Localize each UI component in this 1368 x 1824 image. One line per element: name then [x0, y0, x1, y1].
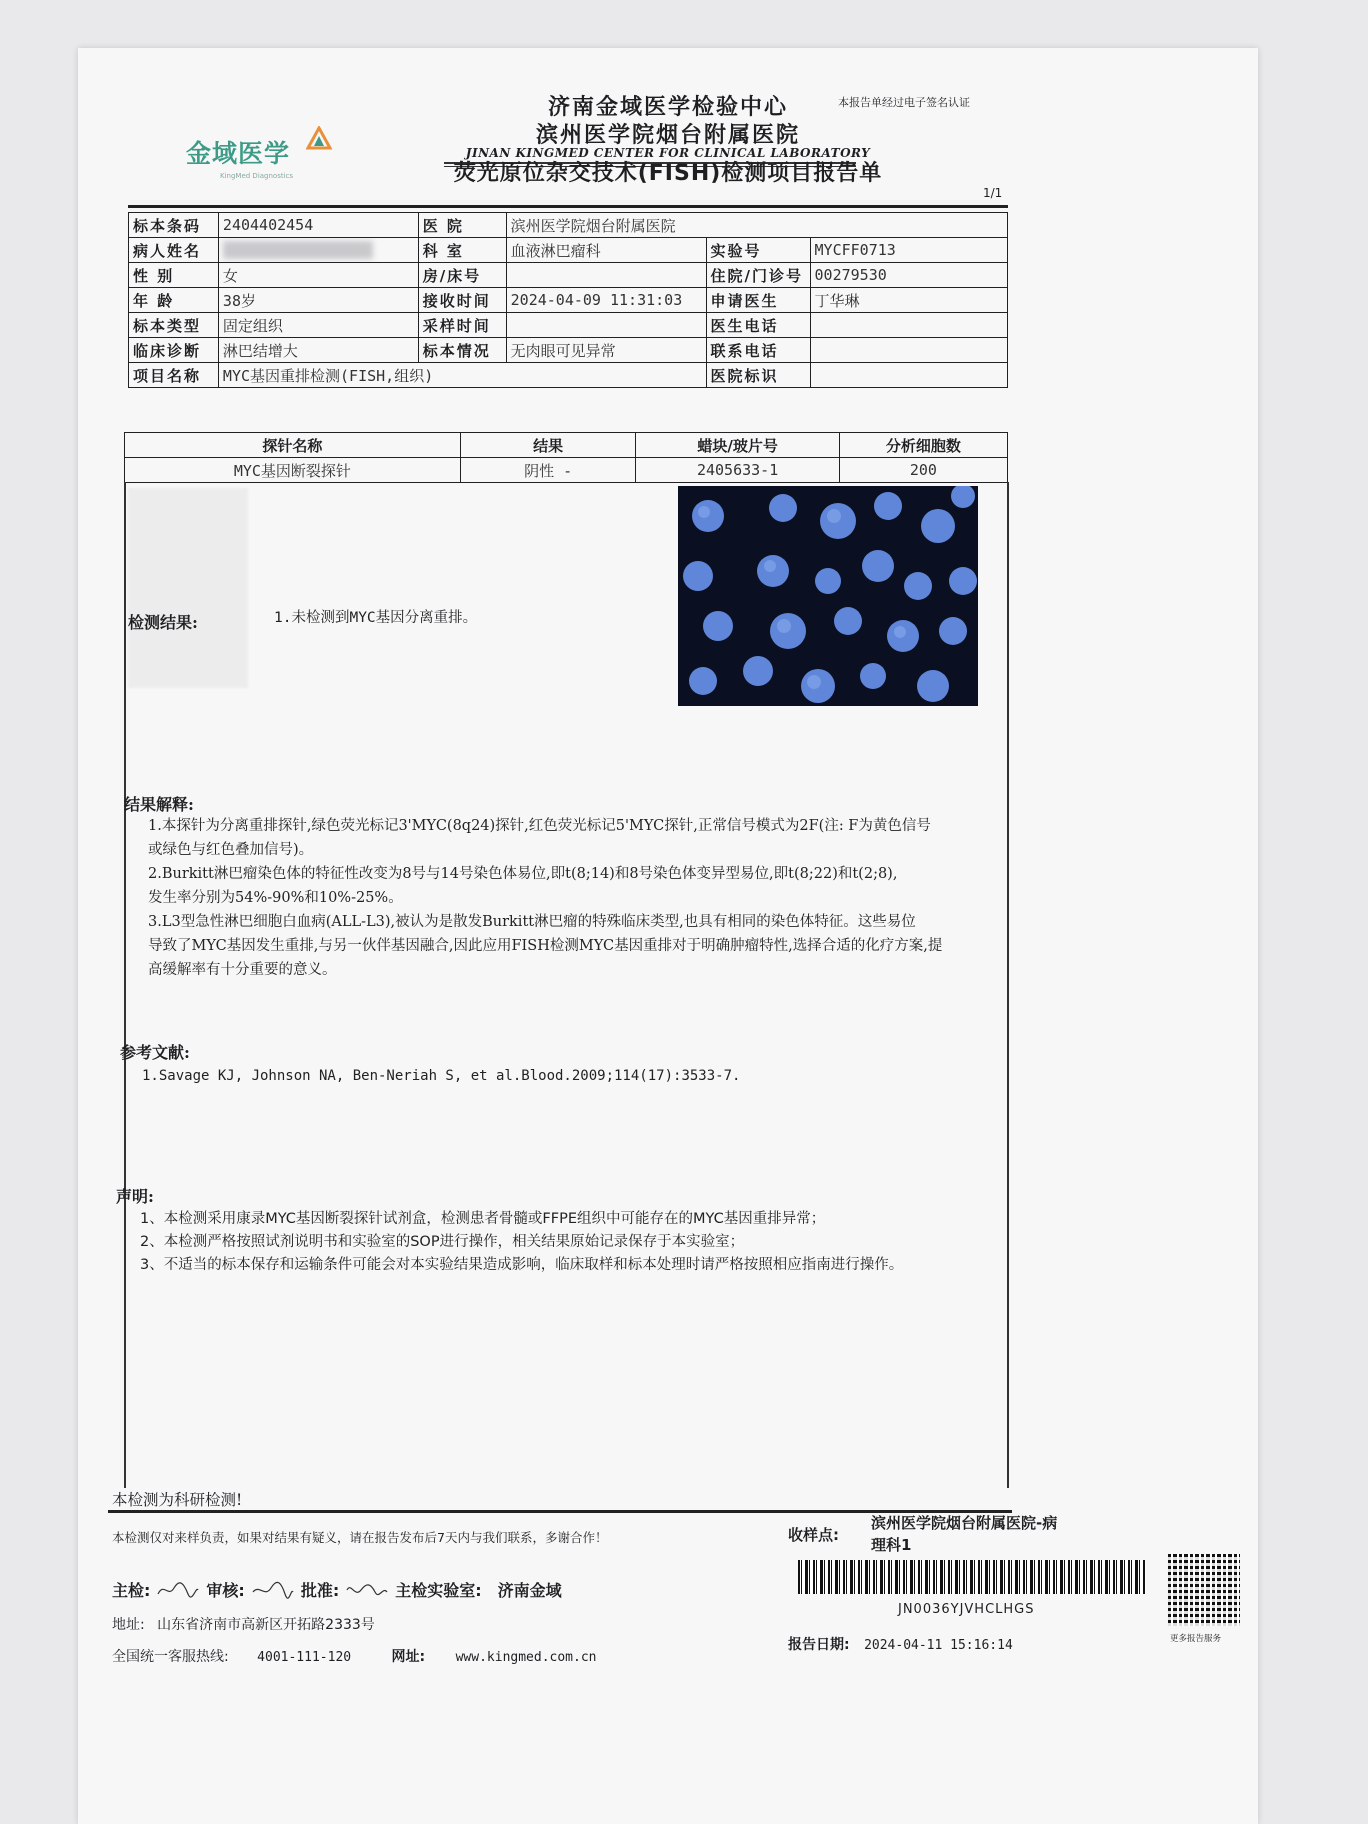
- age-label: 年 龄: [129, 288, 219, 313]
- interpretation-line: 或绿色与红色叠加信号)。: [148, 842, 314, 858]
- probe-name-header: 探针名称: [125, 433, 461, 458]
- report-title: 荧光原位杂交技术(FISH)检测项目报告单: [453, 161, 883, 186]
- specimen-condition-value: 无肉眼可见异常: [506, 338, 706, 363]
- result-cell: 阴性 -: [460, 458, 636, 483]
- patient-name-label: 病人姓名: [129, 238, 219, 263]
- barcode-text: JN0036YJVHCLHGS: [898, 1602, 1035, 1617]
- specimen-type-value: 固定组织: [218, 313, 418, 338]
- tester-signature-icon: [156, 1580, 200, 1600]
- specimen-condition-label: 标本情况: [418, 338, 506, 363]
- report-date-value: 2024-04-11 15:16:14: [864, 1638, 1013, 1653]
- scan-shadow: [128, 488, 248, 688]
- main-lab-label: 主检实验室:: [395, 1581, 482, 1600]
- reviewer-signature-icon: [251, 1580, 295, 1600]
- clinical-diagnosis-label: 临床诊断: [129, 338, 219, 363]
- right-frame-line: [1007, 482, 1009, 1488]
- received-time-label: 接收时间: [418, 288, 506, 313]
- contact-phone-value: [810, 338, 1007, 363]
- disclaimer-text: 本检测仅对来样负责，如果对结果有疑义，请在报告发布后7天内与我们联系，多谢合作！: [112, 1530, 608, 1545]
- age-value: 38岁: [218, 288, 418, 313]
- department-value: 血液淋巴瘤科: [506, 238, 706, 263]
- doctor-phone-label: 医生电话: [706, 313, 810, 338]
- reviewer-label: 审核:: [206, 1581, 245, 1600]
- left-frame-line: [124, 482, 126, 1488]
- page-number: 1/1: [983, 186, 1003, 200]
- hotline-row: [112, 1646, 597, 1666]
- lab-number-value: MYCFF0713: [810, 238, 1007, 263]
- hotline-value: 4001-111-120: [257, 1650, 352, 1665]
- detection-result-text: 1.未检测到MYC基因分离重排。: [274, 610, 478, 626]
- cell-count-cell: 200: [839, 458, 1007, 483]
- inpatient-number-value: 00279530: [810, 263, 1007, 288]
- detection-result-label: 检测结果:: [128, 613, 198, 632]
- website-label: 网址:: [391, 1649, 426, 1665]
- collection-point-line: 滨州医学院烟台附属医院-病: [871, 1514, 1058, 1532]
- interpretation-label: 结果解释:: [124, 795, 194, 814]
- hospital-label: 医 院: [418, 213, 506, 238]
- department-label: 科 室: [418, 238, 506, 263]
- logo-wordmark: 金域医学: [186, 139, 291, 168]
- top-rule: [128, 205, 1008, 208]
- contact-phone-label: 联系电话: [706, 338, 810, 363]
- probe-name-cell: MYC基因断裂探针: [125, 458, 461, 483]
- doctor-phone-value: [810, 313, 1007, 338]
- approver-label: 批准:: [300, 1581, 340, 1600]
- clinical-diagnosis-value: 淋巴结增大: [218, 338, 418, 363]
- statement-label: 声明:: [116, 1187, 154, 1206]
- statement-item: 1、本检测采用康录MYC基因断裂探针试剂盒，检测患者骨髓或FFPE组织中可能存在的MYC基因重排异常；: [140, 1211, 826, 1227]
- probe-result-table: [124, 432, 1008, 483]
- approver-signature-icon: [345, 1580, 389, 1600]
- collection-point-value: [871, 1512, 1057, 1556]
- hospital-value: 滨州医学院烟台附属医院: [506, 213, 1007, 238]
- redaction-blur: [223, 241, 373, 259]
- collection-point-label: 收样点:: [788, 1526, 839, 1544]
- research-note: 本检测为科研检测!: [112, 1491, 243, 1509]
- patient-info-table: [128, 212, 1008, 388]
- report-date-row: [788, 1634, 1013, 1654]
- result-header: 结果: [460, 433, 636, 458]
- hotline-label: 全国统一客服热线:: [112, 1649, 229, 1665]
- reference-item: 1.Savage KJ, Johnson NA, Ben-Neriah S, et al.Blood.2009;114(17):3533-7.: [142, 1068, 741, 1084]
- address-label: 地址:: [112, 1617, 145, 1633]
- references-label: 参考文献:: [120, 1043, 190, 1062]
- specimen-barcode-value: 2404402454: [218, 213, 418, 238]
- interpretation-line: 1.本探针为分离重排探针,绿色荧光标记3'MYC(8q24)探针,红色荧光标记5'MYC探针,正常信号模式为2F(注: F为黄色信号: [148, 818, 931, 834]
- report-barcode: [798, 1560, 1146, 1594]
- lab-number-label: 实验号: [706, 238, 810, 263]
- collection-point-line: 理科1: [871, 1536, 912, 1554]
- logo-subtitle: KingMed Diagnostics: [220, 172, 294, 180]
- bed-value: [506, 263, 706, 288]
- received-time-value: 2024-04-09 11:31:03: [506, 288, 706, 313]
- patient-name-redacted: [218, 238, 418, 263]
- sex-label: 性 别: [129, 263, 219, 288]
- address-row: [112, 1614, 375, 1634]
- tester-label: 主检:: [112, 1581, 151, 1600]
- interpretation-text: [148, 814, 1006, 982]
- qr-caption: 更多报告服务: [1170, 1634, 1222, 1644]
- hospital-mark-label: 医院标识: [706, 363, 810, 388]
- interpretation-line: 3.L3型急性淋巴细胞白血病(ALL-L3),被认为是散发Burkitt淋巴瘤的特殊临床类型,也具有相同的染色体特征。这些易位: [148, 914, 916, 930]
- address-value: 山东省济南市高新区开拓路2333号: [157, 1617, 375, 1633]
- requesting-doctor-label: 申请医生: [706, 288, 810, 313]
- org-name-english: JINAN KINGMED CENTER FOR CLINICAL LABORATORY: [465, 146, 871, 160]
- qr-code: [1168, 1554, 1240, 1626]
- sex-value: 女: [218, 263, 418, 288]
- report-sheet: [78, 48, 1258, 1824]
- statement-item: 2、本检测严格按照试剂说明书和实验室的SOP进行操作，相关结果原始记录保存于本实验室；: [140, 1234, 745, 1250]
- report-date-label: 报告日期:: [788, 1637, 850, 1653]
- e-signature-note: 本报告单经过电子签名认证: [838, 96, 970, 109]
- interpretation-line: 高缓解率有十分重要的意义。: [148, 962, 337, 978]
- sampling-time-label: 采样时间: [418, 313, 506, 338]
- website-value: www.kingmed.com.cn: [455, 1650, 597, 1665]
- requesting-doctor-value: 丁华琳: [810, 288, 1007, 313]
- interpretation-line: 导致了MYC基因发生重排,与另一伙伴基因融合,因此应用FISH检测MYC基因重排对于明确肿瘤特性,选择合适的化疗方案,提: [148, 938, 943, 954]
- fish-microscopy-image: [678, 486, 978, 706]
- logo-emblem-icon: [306, 126, 332, 152]
- main-lab-value: 济南金域: [497, 1581, 562, 1600]
- specimen-type-label: 标本类型: [129, 313, 219, 338]
- sampling-time-value: [506, 313, 706, 338]
- org-name-secondary: 滨州医学院烟台附属医院: [535, 122, 800, 148]
- signature-row: [112, 1578, 562, 1601]
- statement-list: [140, 1208, 1010, 1277]
- specimen-barcode-label: 标本条码: [129, 213, 219, 238]
- cell-count-header: 分析细胞数: [839, 433, 1007, 458]
- block-slide-cell: 2405633-1: [636, 458, 839, 483]
- hospital-mark-value: [810, 363, 1007, 388]
- inpatient-number-label: 住院/门诊号: [706, 263, 810, 288]
- block-slide-header: 蜡块/玻片号: [636, 433, 839, 458]
- item-name-label: 项目名称: [129, 363, 219, 388]
- item-name-value: MYC基因重排检测(FISH,组织): [218, 363, 706, 388]
- bed-label: 房/床号: [418, 263, 506, 288]
- interpretation-line: 2.Burkitt淋巴瘤染色体的特征性改变为8号与14号染色体易位,即t(8;14)和8号染色体变异型易位,即t(8;22)和t(2;8),: [148, 866, 898, 882]
- org-name-primary: 济南金域医学检验中心: [547, 94, 788, 120]
- interpretation-line: 发生率分别为54%-90%和10%-25%。: [148, 890, 403, 906]
- statement-item: 3、不适当的标本保存和运输条件可能会对本实验结果造成影响，临床取样和标本处理时请严格按照相应指南进行操作。: [140, 1257, 904, 1273]
